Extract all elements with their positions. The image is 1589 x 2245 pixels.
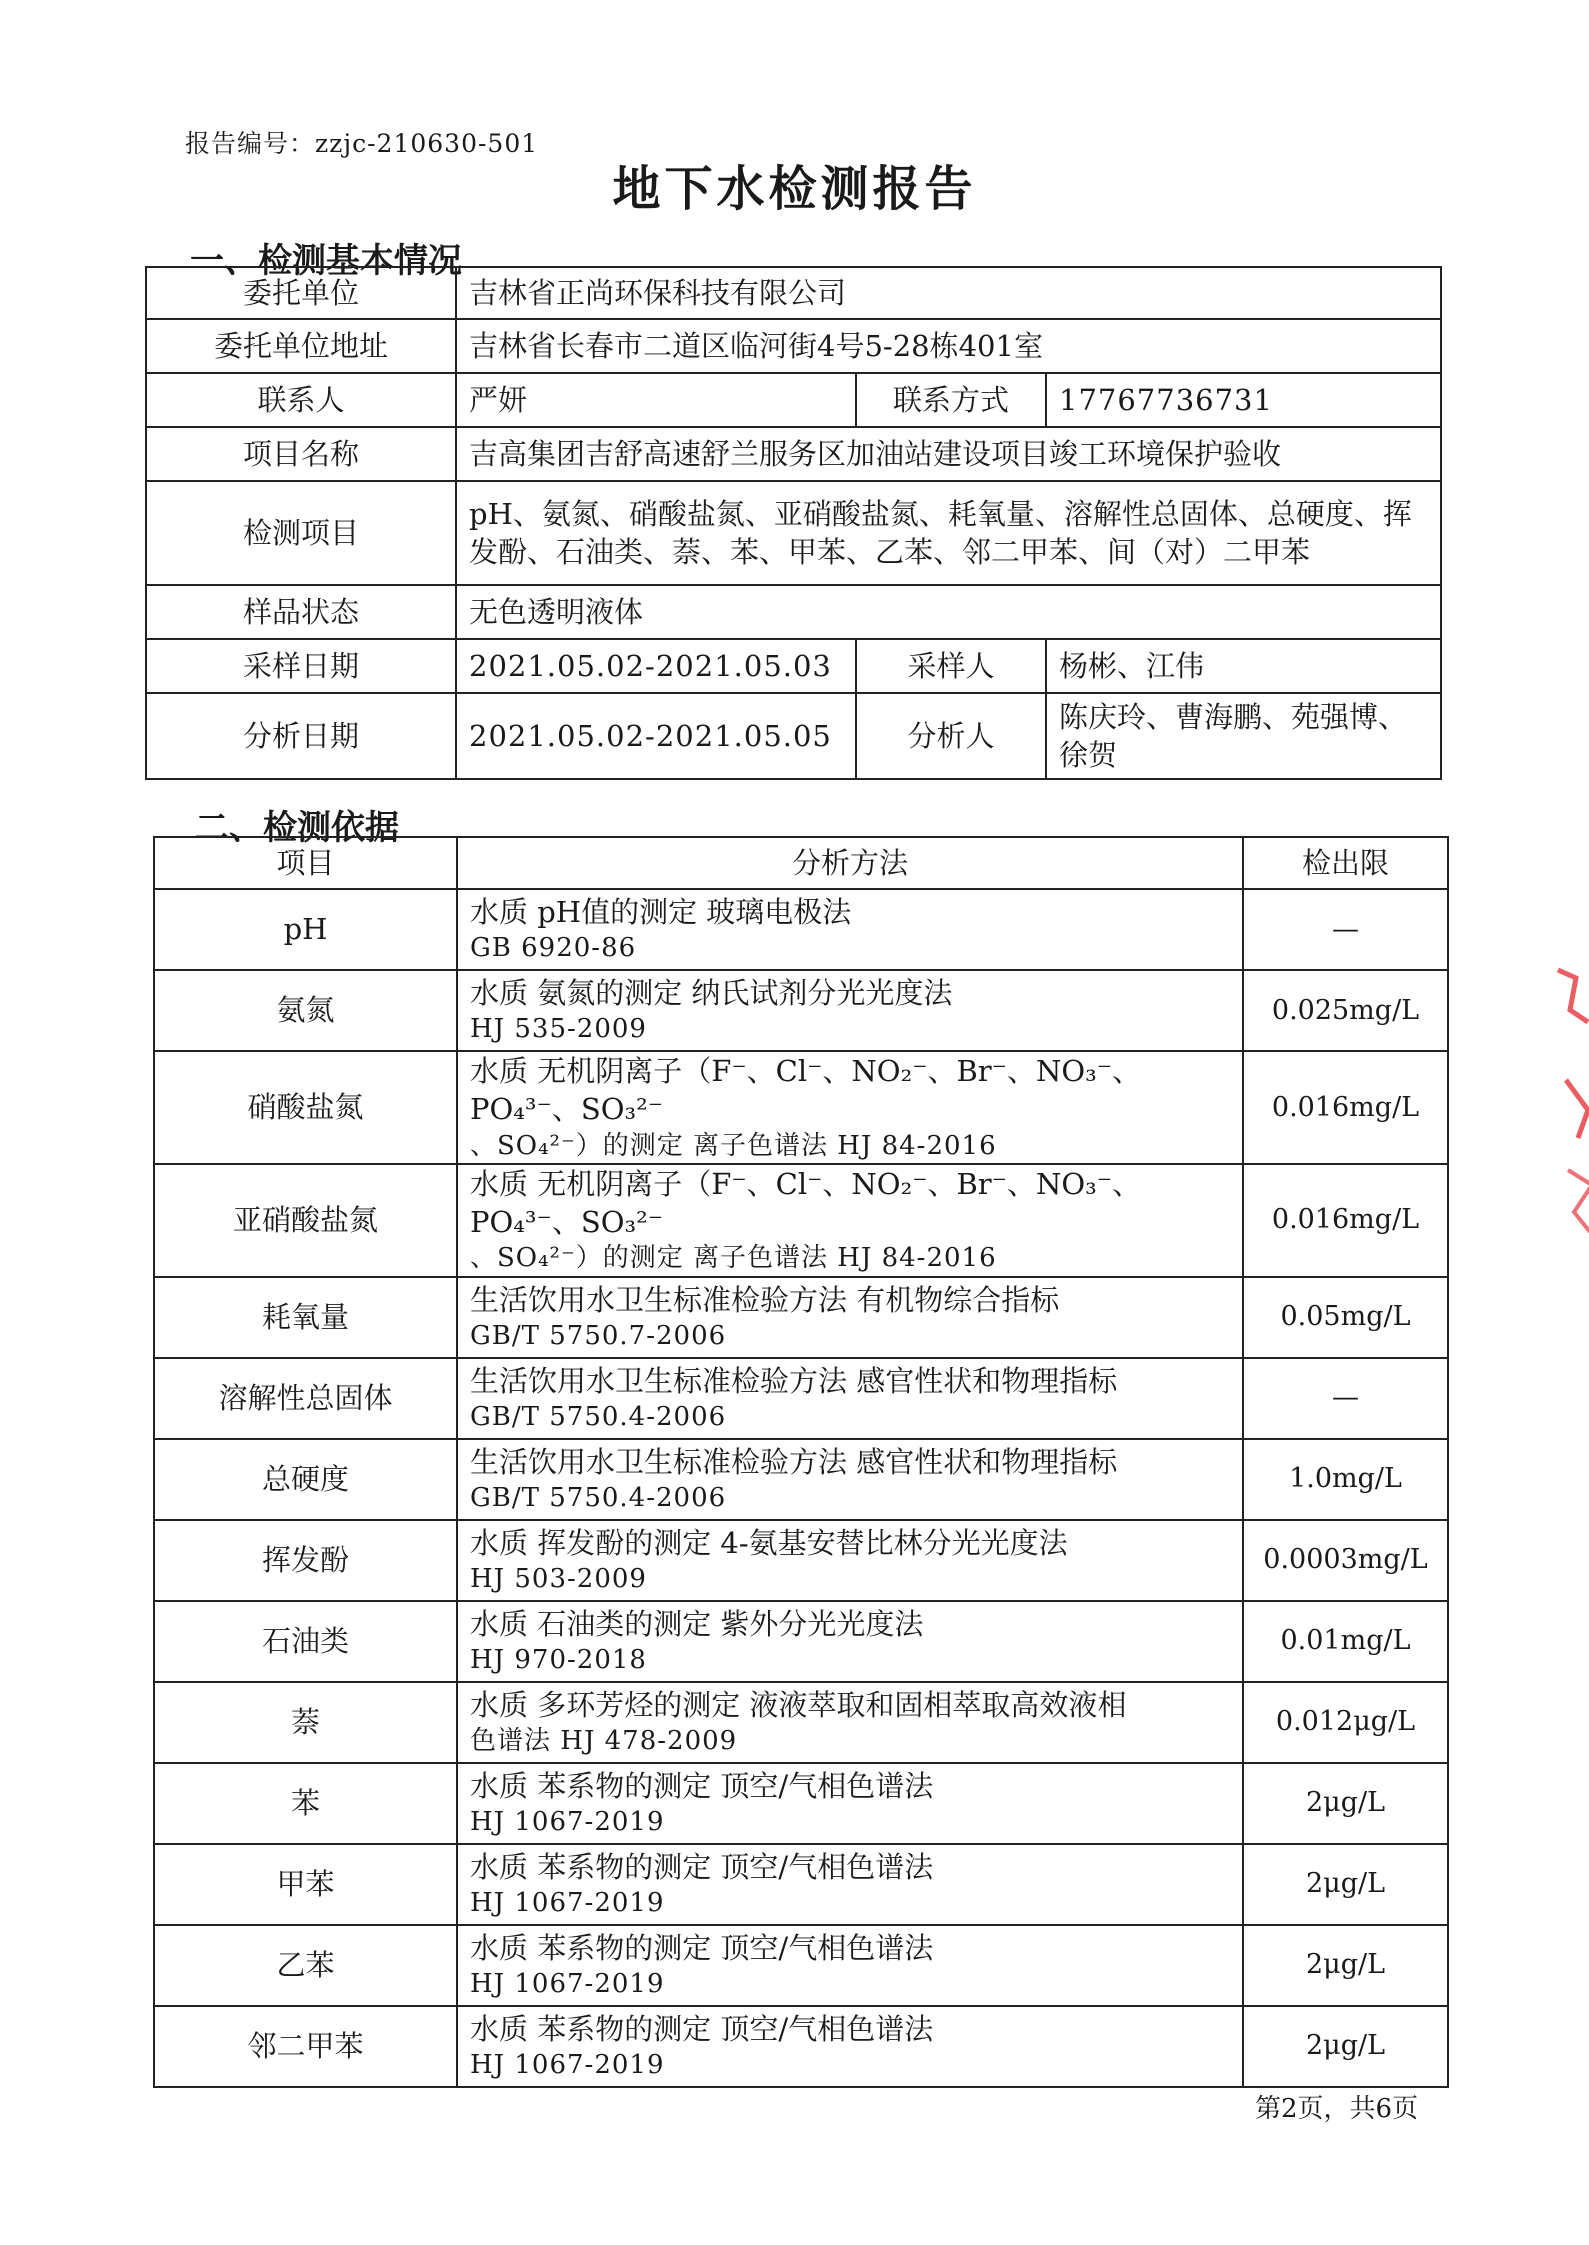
basis-method (457, 1925, 1243, 2006)
basis-limit: — (1243, 1358, 1448, 1439)
sampler-label: 采样人 (856, 639, 1046, 693)
method-standard: HJ 970-2018 (470, 1645, 647, 1676)
row-items (146, 481, 1441, 585)
sampling-date-value: 2021.05.02-2021.05.03 (456, 639, 856, 693)
sampler-value: 杨彬、江伟 (1046, 639, 1441, 693)
basis-row (154, 1051, 1448, 1164)
seal-stroke-2 (1566, 1080, 1588, 1138)
red-seal-fragment (1548, 960, 1589, 1260)
method-standard: GB/T 5750.4-2006 (470, 1483, 727, 1514)
row-project (146, 427, 1441, 481)
basis-limit: 2μg/L (1243, 2006, 1448, 2087)
basis-item: 苯 (154, 1763, 457, 1844)
basis-row (154, 1277, 1448, 1358)
row-analysis (146, 693, 1441, 779)
basis-row (154, 1844, 1448, 1925)
basis-row (154, 1358, 1448, 1439)
method-standard: HJ 503-2009 (470, 1564, 647, 1595)
method-standard: GB/T 5750.7-2006 (470, 1321, 727, 1352)
basis-row (154, 1682, 1448, 1763)
phone-value: 17767736731 (1046, 373, 1441, 427)
basis-row (154, 970, 1448, 1051)
header-limit: 检出限 (1243, 837, 1448, 889)
basis-method (457, 1520, 1243, 1601)
basis-item: 耗氧量 (154, 1277, 457, 1358)
method-name: 水质 苯系物的测定 顶空/气相色谱法 (470, 1849, 934, 1884)
basis-item: 甲苯 (154, 1844, 457, 1925)
row-sample-state (146, 585, 1441, 639)
basis-row (154, 1601, 1448, 1682)
address-value: 吉林省长春市二道区临河街4号5-28栋401室 (456, 319, 1441, 373)
basis-item: 总硬度 (154, 1439, 457, 1520)
analysis-date-value: 2021.05.02-2021.05.05 (456, 693, 856, 779)
basis-item: 挥发酚 (154, 1520, 457, 1601)
page-title: 地下水检测报告 (612, 161, 977, 217)
basis-row (154, 1925, 1448, 2006)
header-method: 分析方法 (457, 837, 1243, 889)
report-number: 报告编号：zzjc-210630-501 (185, 129, 539, 158)
basis-item: 邻二甲苯 (154, 2006, 457, 2087)
basis-row (154, 889, 1448, 970)
client-label: 委托单位 (146, 267, 456, 319)
method-name: 生活饮用水卫生标准检验方法 感官性状和物理指标 (470, 1444, 1118, 1479)
method-name: 水质 挥发酚的测定 4-氨基安替比林分光光度法 (470, 1525, 1068, 1560)
method-name: 生活饮用水卫生标准检验方法 感官性状和物理指标 (470, 1363, 1118, 1398)
basis-method (457, 1439, 1243, 1520)
method-name: 水质 无机阴离子（F⁻、Cl⁻、NO₂⁻、Br⁻、NO₃⁻、PO₄³⁻、SO₃²⁻ (470, 1166, 1142, 1240)
basis-row (154, 2006, 1448, 2087)
basis-row (154, 1439, 1448, 1520)
basis-row (154, 1763, 1448, 1844)
analyst-label: 分析人 (856, 693, 1046, 779)
basis-limit: 0.0003mg/L (1243, 1520, 1448, 1601)
basic-info-table (145, 266, 1442, 780)
basis-row (154, 1520, 1448, 1601)
method-name: 水质 多环芳烃的测定 液液萃取和固相萃取高效液相 (470, 1687, 1127, 1722)
section-title-basis: 二、检测依据 (195, 808, 399, 848)
basis-item: 氨氮 (154, 970, 457, 1051)
method-standard: GB 6920-86 (470, 933, 637, 964)
basis-limit: 2μg/L (1243, 1763, 1448, 1844)
page-number: 第2页，共6页 (1255, 2094, 1419, 2124)
address-label: 委托单位地址 (146, 319, 456, 373)
basis-table (153, 836, 1449, 2088)
basis-limit: 0.05mg/L (1243, 1277, 1448, 1358)
seal-stroke-3 (1568, 1170, 1589, 1232)
method-standard: 、SO₄²⁻）的测定 离子色谱法 HJ 84-2016 (470, 1130, 997, 1161)
method-name: 水质 苯系物的测定 顶空/气相色谱法 (470, 1930, 934, 1965)
basis-limit: 0.016mg/L (1243, 1164, 1448, 1277)
analyst-value: 陈庆玲、曹海鹏、苑强博、徐贺 (1046, 693, 1441, 779)
analysis-date-label: 分析日期 (146, 693, 456, 779)
basis-item: 溶解性总固体 (154, 1358, 457, 1439)
method-name: 水质 氨氮的测定 纳氏试剂分光光度法 (470, 976, 953, 1011)
basis-limit: 0.01mg/L (1243, 1601, 1448, 1682)
basis-table-body (154, 889, 1448, 2087)
row-sampling (146, 639, 1441, 693)
basis-method (457, 1358, 1243, 1439)
basis-item: 乙苯 (154, 1925, 457, 2006)
seal-stroke-1 (1558, 970, 1588, 1022)
basis-method (457, 1601, 1243, 1682)
row-contact (146, 373, 1441, 427)
method-name: 生活饮用水卫生标准检验方法 有机物综合指标 (470, 1282, 1060, 1317)
items-value: pH、氨氮、硝酸盐氮、亚硝酸盐氮、耗氧量、溶解性总固体、总硬度、挥发酚、石油类、萘、苯、甲苯、乙苯、邻二甲苯、间（对）二甲苯 (456, 481, 1441, 585)
method-standard: HJ 1067-2019 (470, 1888, 665, 1919)
row-address (146, 319, 1441, 373)
basis-limit: 2μg/L (1243, 1925, 1448, 2006)
basis-method (457, 1164, 1243, 1277)
basis-item: 萘 (154, 1682, 457, 1763)
basis-method (457, 1277, 1243, 1358)
row-client (146, 267, 1441, 319)
basis-limit: 0.012μg/L (1243, 1682, 1448, 1763)
items-label: 检测项目 (146, 481, 456, 585)
basis-item: 亚硝酸盐氮 (154, 1164, 457, 1277)
basis-item: 石油类 (154, 1601, 457, 1682)
sample-state-label: 样品状态 (146, 585, 456, 639)
basis-header-row (154, 837, 1448, 889)
method-standard: HJ 535-2009 (470, 1014, 647, 1045)
method-standard: HJ 1067-2019 (470, 1969, 665, 2000)
method-standard: GB/T 5750.4-2006 (470, 1402, 727, 1433)
basis-limit: 1.0mg/L (1243, 1439, 1448, 1520)
basis-method (457, 1763, 1243, 1844)
basis-method (457, 1682, 1243, 1763)
header-item: 项目 (154, 837, 457, 889)
basis-limit: — (1243, 889, 1448, 970)
project-value: 吉高集团吉舒高速舒兰服务区加油站建设项目竣工环境保护验收 (456, 427, 1441, 481)
basis-method (457, 970, 1243, 1051)
basis-method (457, 1844, 1243, 1925)
method-standard: 色谱法 HJ 478-2009 (470, 1726, 738, 1757)
method-standard: 、SO₄²⁻）的测定 离子色谱法 HJ 84-2016 (470, 1243, 997, 1274)
contact-value: 严妍 (456, 373, 856, 427)
basis-item: 硝酸盐氮 (154, 1051, 457, 1164)
sampling-date-label: 采样日期 (146, 639, 456, 693)
basis-limit: 0.025mg/L (1243, 970, 1448, 1051)
method-standard: HJ 1067-2019 (470, 2050, 665, 2081)
method-name: 水质 无机阴离子（F⁻、Cl⁻、NO₂⁻、Br⁻、NO₃⁻、PO₄³⁻、SO₃²⁻ (470, 1054, 1142, 1127)
contact-label: 联系人 (146, 373, 456, 427)
basis-limit: 0.016mg/L (1243, 1051, 1448, 1164)
basis-method (457, 889, 1243, 970)
client-value: 吉林省正尚环保科技有限公司 (456, 267, 1441, 319)
method-name: 水质 石油类的测定 紫外分光光度法 (470, 1606, 924, 1641)
basis-row (154, 1164, 1448, 1277)
basis-item: pH (154, 889, 457, 970)
method-name: 水质 pH值的测定 玻璃电极法 (470, 895, 852, 930)
method-name: 水质 苯系物的测定 顶空/气相色谱法 (470, 1768, 934, 1803)
basis-method (457, 2006, 1243, 2087)
project-label: 项目名称 (146, 427, 456, 481)
section-title-basic-info: 一、检测基本情况 (190, 241, 462, 281)
basis-limit: 2μg/L (1243, 1844, 1448, 1925)
basis-method (457, 1051, 1243, 1164)
phone-label: 联系方式 (856, 373, 1046, 427)
method-standard: HJ 1067-2019 (470, 1807, 665, 1838)
method-name: 水质 苯系物的测定 顶空/气相色谱法 (470, 2011, 934, 2046)
sample-state-value: 无色透明液体 (456, 585, 1441, 639)
